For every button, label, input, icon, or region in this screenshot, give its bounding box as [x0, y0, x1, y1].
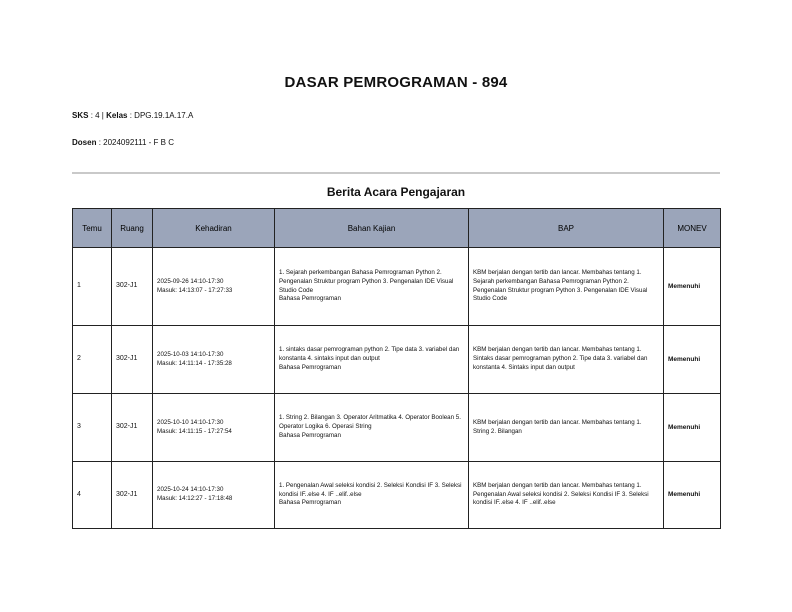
- dosen-line: [72, 138, 174, 147]
- course-title: DASAR PEMROGRAMAN - 894: [284, 74, 508, 91]
- cell-ruang: 302-J1: [112, 394, 153, 462]
- bahan-text: 1. sintaks dasar pemrograman python 2. Tipe data 3. variabel dan konstanta 4. sintaks input dan output: [279, 346, 460, 362]
- cell-bahan-kajian: [275, 326, 469, 394]
- section-title: Berita Acara Pengajaran: [326, 185, 466, 199]
- table-row: [73, 248, 721, 326]
- cell-ruang: 302-J1: [112, 326, 153, 394]
- header-kehadiran: Kehadiran: [153, 209, 275, 248]
- header-bahan-kajian: Bahan Kajian: [275, 209, 469, 248]
- kehadiran-jadwal: 2025-10-10 14:10-17:30: [157, 418, 224, 426]
- cell-bahan-kajian: [275, 462, 469, 529]
- attendance-table: [72, 208, 721, 529]
- header-ruang: Ruang: [112, 209, 153, 248]
- kehadiran-masuk: Masuk: 14:11:14 - 17:35:28: [157, 359, 232, 367]
- kelas-value: : DPG.19.1A.17.A: [129, 111, 194, 120]
- cell-monev: Memenuhi: [664, 248, 721, 326]
- cell-monev: Memenuhi: [664, 462, 721, 529]
- cell-kehadiran: [153, 248, 275, 326]
- dosen-label: Dosen: [72, 138, 97, 147]
- bahan-sub: Bahasa Pemrograman: [279, 295, 341, 303]
- sks-label: SKS: [72, 111, 89, 120]
- cell-temu: 4: [73, 462, 112, 529]
- cell-monev: Memenuhi: [664, 326, 721, 394]
- table-row: [73, 326, 721, 394]
- header-monev: MONEV: [664, 209, 721, 248]
- cell-temu: 2: [73, 326, 112, 394]
- dosen-value: : 2024092111 - F B C: [98, 138, 174, 147]
- table-row: [73, 462, 721, 529]
- header-temu: Temu: [73, 209, 112, 248]
- kehadiran-jadwal: 2025-09-26 14:10-17:30: [157, 277, 224, 285]
- cell-kehadiran: [153, 462, 275, 529]
- table-row: [73, 394, 721, 462]
- kehadiran-jadwal: 2025-10-24 14:10-17:30: [157, 486, 224, 494]
- kehadiran-masuk: Masuk: 14:13:07 - 17:27:33: [157, 286, 233, 294]
- cell-bap: KBM berjalan dengan tertib dan lancar. Membahas tentang 1. String 2. Bilangan: [469, 394, 664, 462]
- cell-ruang: 302-J1: [112, 462, 153, 529]
- kelas-label: Kelas: [106, 111, 128, 120]
- cell-bahan-kajian: [275, 248, 469, 326]
- cell-monev: Memenuhi: [664, 394, 721, 462]
- table-header-row: [73, 209, 721, 248]
- sks-value: : 4 |: [90, 111, 104, 120]
- cell-bahan-kajian: [275, 394, 469, 462]
- cell-temu: 1: [73, 248, 112, 326]
- bahan-sub: Bahasa Pemrograman: [279, 499, 341, 507]
- bahan-sub: Bahasa Pemrograman: [279, 363, 341, 371]
- kehadiran-masuk: Masuk: 14:11:15 - 17:27:54: [157, 427, 232, 435]
- kehadiran-jadwal: 2025-10-03 14:10-17:30: [157, 350, 224, 358]
- bahan-text: 1. String 2. Bilangan 3. Operator Aritmatika 4. Operator Boolean 5. Operator Logika 6. Operasi String: [279, 414, 461, 430]
- bahan-text: 1. Pengenalan Awal seleksi kondisi 2. Seleksi Kondisi IF 3. Seleksi kondisi IF..else 4. IF ..elif..else: [279, 481, 462, 498]
- header-bap: BAP: [469, 209, 664, 248]
- cell-bap: KBM berjalan dengan tertib dan lancar. Membahas tentang 1. Pengenalan Awal seleksi kondisi 2. Seleksi Kondisi IF 3. Seleksi kondisi IF..else 4. IF ..elif..else: [469, 462, 664, 529]
- bahan-text: 1. Sejarah perkembangan Bahasa Pemrograman Python 2. Pengenalan Struktur program Python 3. Pengenalan IDE Visual Studio Code: [279, 268, 454, 294]
- cell-temu: 3: [73, 394, 112, 462]
- divider: [72, 172, 720, 174]
- cell-bap: KBM berjalan dengan tertib dan lancar. Membahas tentang 1. Sejarah perkembangan Bahasa Pemrograman Python 2. Pengenalan Struktur program Python 3. Pengenalan IDE Visual Studio Code: [469, 248, 664, 326]
- cell-ruang: 302-J1: [112, 248, 153, 326]
- cell-bap: KBM berjalan dengan tertib dan lancar. Membahas tentang 1. Sintaks dasar pemrograman python 2. Tipe data 3. variabel dan konstanta 4. Sintaks input dan output: [469, 326, 664, 394]
- cell-kehadiran: [153, 326, 275, 394]
- kehadiran-masuk: Masuk: 14:12:27 - 17:18:48: [157, 495, 233, 502]
- bahan-sub: Bahasa Pemrograman: [279, 431, 341, 439]
- cell-kehadiran: [153, 394, 275, 462]
- sks-kelas-line: [72, 111, 193, 120]
